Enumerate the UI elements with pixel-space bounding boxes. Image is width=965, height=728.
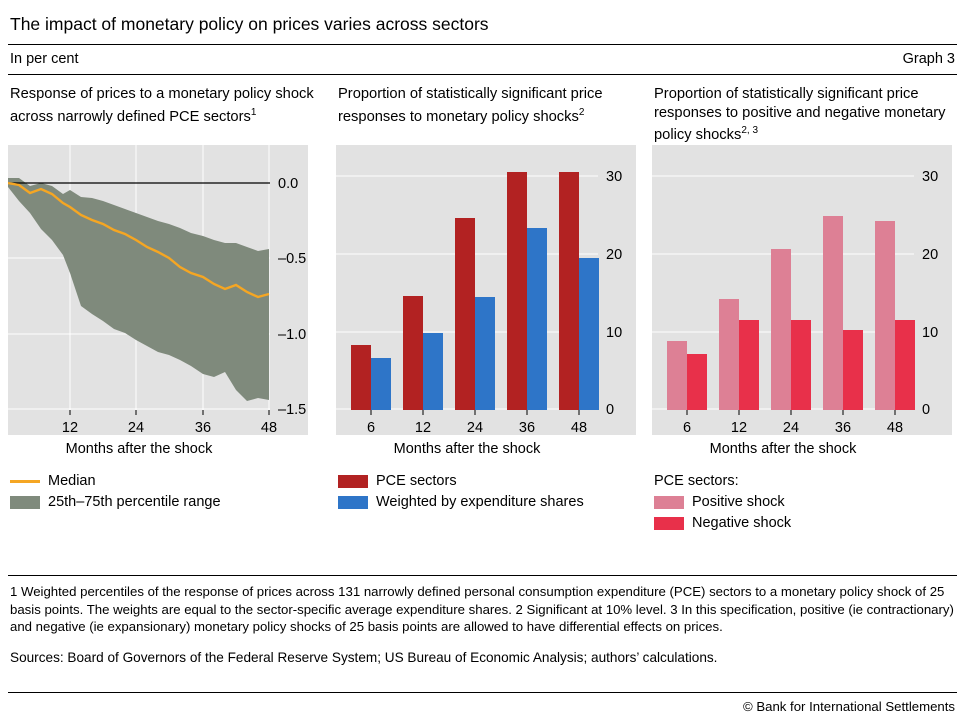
svg-text:0.0: 0.0 xyxy=(278,176,299,192)
svg-text:–1.5: –1.5 xyxy=(278,402,307,418)
svg-text:24: 24 xyxy=(466,420,484,435)
legend-label: Median xyxy=(48,473,96,489)
svg-text:12: 12 xyxy=(414,420,432,435)
panel-left-title-text: Response of prices to a monetary policy shock across narrowly defined PCE sectors xyxy=(10,86,314,125)
panel-left xyxy=(8,85,324,534)
legend-item xyxy=(654,513,952,534)
legend-item xyxy=(338,492,636,513)
panel-left-title-sup: 1 xyxy=(250,106,257,118)
legend-label: Weighted by expenditure shares xyxy=(376,494,584,510)
svg-text:12: 12 xyxy=(730,420,748,435)
svg-text:10: 10 xyxy=(606,325,623,341)
footnotes-section xyxy=(8,575,957,665)
svg-text:6: 6 xyxy=(682,420,692,435)
legend-item xyxy=(338,471,636,492)
footer-divider xyxy=(8,692,957,693)
svg-text:30: 30 xyxy=(922,169,939,185)
panel-middle xyxy=(324,85,640,534)
panel-middle-title-text: Proportion of statistically significant price responses to monetary policy shocks xyxy=(338,86,603,125)
panel-left-legend xyxy=(8,471,320,513)
panel-right-title-text: Proportion of statistically significant price responses to positive and negative monetary policy shocks xyxy=(654,86,946,143)
svg-text:48: 48 xyxy=(260,420,278,435)
svg-text:24: 24 xyxy=(782,420,800,435)
svg-text:36: 36 xyxy=(194,420,212,435)
graph-number: Graph 3 xyxy=(902,51,955,67)
footnote-text: 1 Weighted percentiles of the response of prices across 131 narrowly defined personal consumption expenditure (PCE) sectors to a monetary policy shock of 25 basis points. The weights are equal to the sector-specific average expenditure shares. 2 Significant at 10% level. 3 In this specification, positive (ie contractionary) and negative (ie expansionary) monetary policy shocks of 25 basis points are allowed to have differential effects on prices. xyxy=(10,584,954,634)
svg-text:48: 48 xyxy=(570,420,588,435)
svg-text:–0.5: –0.5 xyxy=(278,251,307,267)
legend-swatch-negative-shock xyxy=(654,517,684,530)
svg-text:0: 0 xyxy=(606,402,615,418)
svg-text:20: 20 xyxy=(922,247,939,263)
page-title: The impact of monetary policy on prices varies across sectors xyxy=(10,14,489,34)
legend-label: Positive shock xyxy=(692,494,785,510)
svg-text:30: 30 xyxy=(606,169,623,185)
panels-container xyxy=(8,85,957,534)
panel-middle-title xyxy=(336,85,636,145)
svg-text:36: 36 xyxy=(518,420,536,435)
svg-text:6: 6 xyxy=(366,420,376,435)
svg-text:10: 10 xyxy=(922,325,939,341)
svg-text:36: 36 xyxy=(834,420,852,435)
panel-right-title-sup: 2, 3 xyxy=(741,125,759,136)
svg-text:48: 48 xyxy=(886,420,904,435)
panel-right-legend xyxy=(652,471,952,534)
legend-swatch-weighted xyxy=(338,496,368,509)
fan-chart xyxy=(8,145,308,435)
legend-label: PCE sectors xyxy=(376,473,457,489)
panel-right-xlabel: Months after the shock xyxy=(709,441,857,457)
panel-middle-title-sup: 2 xyxy=(578,106,585,118)
legend-swatch-median xyxy=(10,480,40,483)
subheader-divider xyxy=(8,74,957,75)
legend-label: Negative shock xyxy=(692,515,792,531)
panel-right-title xyxy=(652,85,952,145)
svg-text:12: 12 xyxy=(61,420,79,435)
bar-chart-pos-neg xyxy=(652,145,952,435)
legend-swatch-percentile-range xyxy=(10,496,40,509)
panel-middle-xlabel: Months after the shock xyxy=(393,441,541,457)
copyright-text: © Bank for International Settlements xyxy=(742,699,955,714)
panel-left-plot-wrap xyxy=(8,145,320,435)
legend-label: 25th–75th percentile range xyxy=(48,494,221,510)
panel-left-title xyxy=(8,85,320,145)
panel-middle-legend xyxy=(336,471,636,513)
legend-swatch-positive-shock xyxy=(654,496,684,509)
legend-title: PCE sectors: xyxy=(654,473,739,489)
legend-item xyxy=(654,492,952,513)
svg-text:0: 0 xyxy=(922,402,931,418)
sources-text: Sources: Board of Governors of the Federal Reserve System; US Bureau of Economic Analysis; authors’ calculations. xyxy=(10,649,718,665)
units-label: In per cent xyxy=(10,51,79,67)
legend-item xyxy=(10,471,320,492)
subheader xyxy=(8,45,957,74)
panel-right xyxy=(640,85,956,534)
svg-text:24: 24 xyxy=(127,420,145,435)
panel-middle-plot-wrap xyxy=(336,145,636,435)
legend-swatch-pce-sectors xyxy=(338,475,368,488)
legend-item xyxy=(10,492,320,513)
panel-left-xlabel: Months after the shock xyxy=(65,441,213,457)
svg-text:20: 20 xyxy=(606,247,623,263)
svg-text:–1.0: –1.0 xyxy=(278,327,307,343)
bar-chart-significance xyxy=(336,145,636,435)
panel-right-plot-wrap xyxy=(652,145,952,435)
